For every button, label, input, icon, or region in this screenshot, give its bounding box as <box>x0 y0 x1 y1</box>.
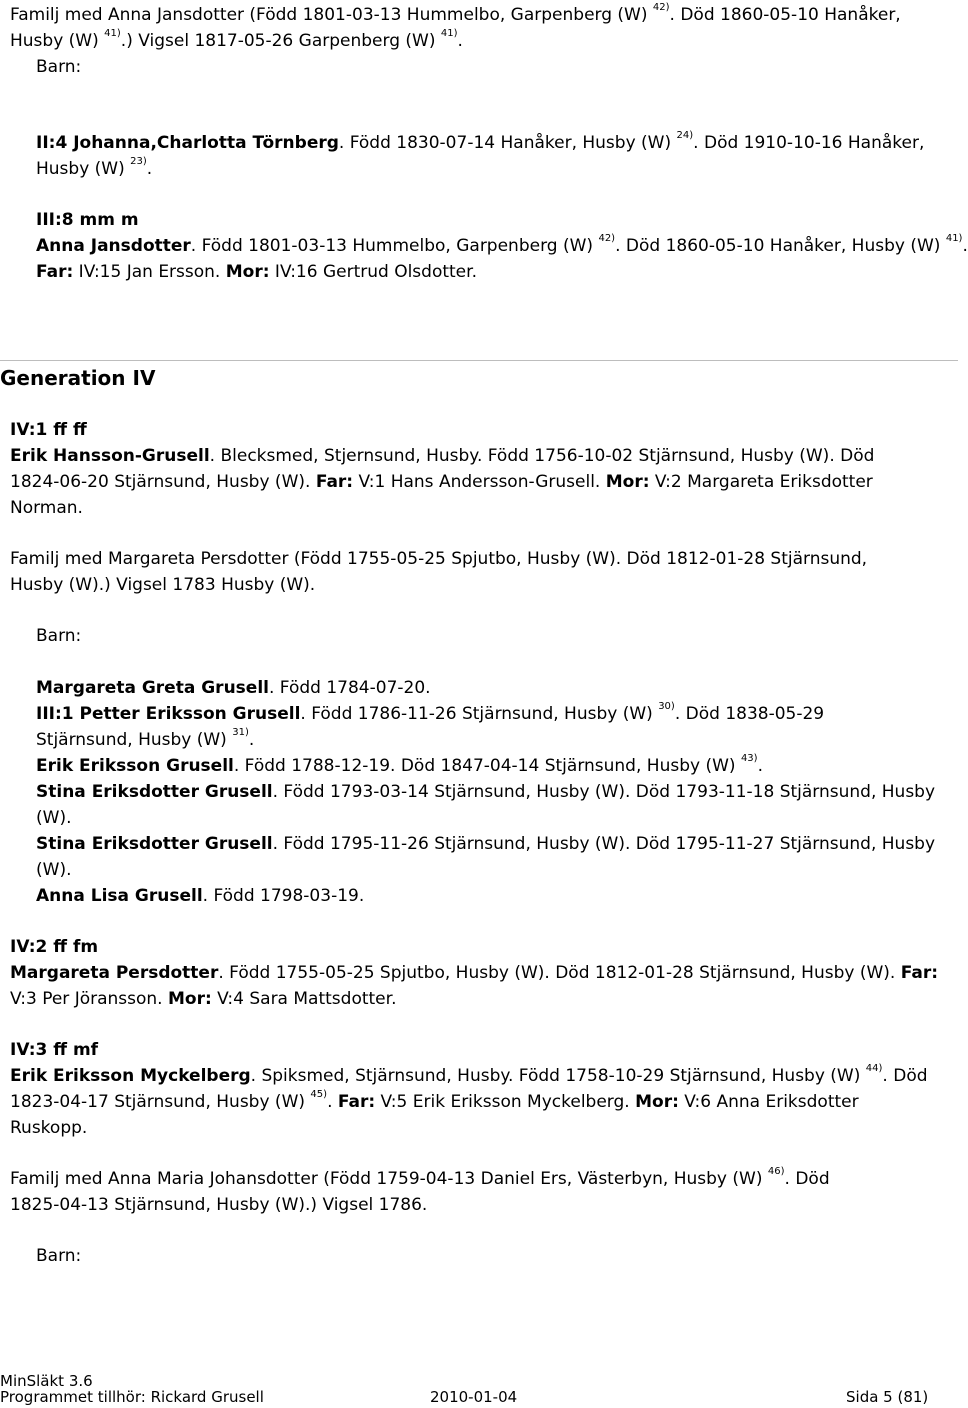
person-entry: Norman. <box>10 498 83 518</box>
footer-owner: Programmet tillhör: Rickard Grusell <box>0 1388 264 1406</box>
child-entry: Husby (W) $^{23)}$. <box>36 156 153 179</box>
person-entry: 1823-04-17 Stjärnsund, Husby (W) $^{45)}$. Far: V:5 Erik Eriksson Myckelberg. Mor: V:6 Anna Eriksdotter <box>10 1089 859 1112</box>
section-divider <box>0 360 958 361</box>
parents-line: Far: IV:15 Jan Ersson. Mor: IV:16 Gertrud Olsdotter. <box>36 262 477 282</box>
child-entry: Stjärnsund, Husby (W) $^{31)}$. <box>36 727 255 750</box>
family-line: Husby (W) $^{41)}$.) Vigsel 1817-05-26 Garpenberg (W) $^{41)}$. <box>10 28 463 51</box>
family-line: Familj med Margareta Persdotter (Född 1755-05-25 Spjutbo, Husby (W). Död 1812-01-28 Stjärnsund, <box>10 549 868 569</box>
footer-page-number: Sida 5 (81) <box>846 1388 929 1406</box>
children-label: Barn: <box>36 1246 82 1266</box>
child-entry: III:1 Petter Eriksson Grusell. Född 1786-11-26 Stjärnsund, Husby (W) $^{30)}$. Död 1838-05-29 <box>36 701 825 724</box>
child-entry: Stina Eriksdotter Grusell. Född 1793-03-14 Stjärnsund, Husby (W). Död 1793-11-18 Stjärnsund, Husby <box>36 782 936 802</box>
person-entry: Erik Eriksson Myckelberg. Spiksmed, Stjärnsund, Husby. Född 1758-10-29 Stjärnsund, Husby (W) $^{44)}$. Död <box>10 1063 928 1086</box>
person-id: III:8 mm m <box>36 210 139 230</box>
generation-heading: Generation IV <box>0 366 156 390</box>
footer-software: MinSläkt 3.6 <box>0 1372 93 1390</box>
family-line: Familj med Anna Jansdotter (Född 1801-03-13 Hummelbo, Garpenberg (W) $^{42)}$. Död 1860-05-10 Hanåker, <box>10 2 901 25</box>
family-line: 1825-04-13 Stjärnsund, Husby (W).) Vigsel 1786. <box>10 1195 428 1215</box>
person-id: IV:3 ff mf <box>10 1040 99 1060</box>
child-entry: II:4 Johanna,Charlotta Törnberg. Född 1830-07-14 Hanåker, Husby (W) $^{24)}$. Död 1910-10-16 Hanåker, <box>36 130 925 153</box>
person-id: IV:2 ff fm <box>10 937 99 957</box>
person-entry: Anna Jansdotter. Född 1801-03-13 Hummelbo, Garpenberg (W) $^{42)}$. Död 1860-05-10 Hanåker, Husby (W) $^{41)}$. <box>36 233 968 256</box>
child-entry: Margareta Greta Grusell. Född 1784-07-20. <box>36 678 431 698</box>
footer-date: 2010-01-04 <box>430 1388 518 1406</box>
child-entry: (W). <box>36 808 72 828</box>
children-label: Barn: <box>36 57 82 77</box>
child-entry: Anna Lisa Grusell. Född 1798-03-19. <box>36 886 365 906</box>
person-id: IV:1 ff ff <box>10 420 87 440</box>
person-entry: Erik Hansson-Grusell. Blecksmed, Stjernsund, Husby. Född 1756-10-02 Stjärnsund, Husby (W). Död <box>10 446 875 466</box>
child-entry: Stina Eriksdotter Grusell. Född 1795-11-26 Stjärnsund, Husby (W). Död 1795-11-27 Stjärnsund, Husby <box>36 834 936 854</box>
child-entry: Erik Eriksson Grusell. Född 1788-12-19. Död 1847-04-14 Stjärnsund, Husby (W) $^{43)}$. <box>36 753 763 776</box>
parents-line: V:3 Per Jöransson. Mor: V:4 Sara Mattsdotter. <box>10 989 397 1009</box>
person-entry: Ruskopp. <box>10 1118 88 1138</box>
person-entry: Margareta Persdotter. Född 1755-05-25 Spjutbo, Husby (W). Död 1812-01-28 Stjärnsund, Husby (W). Far: <box>10 963 939 983</box>
child-entry: (W). <box>36 860 72 880</box>
children-label: Barn: <box>36 626 82 646</box>
person-entry: 1824-06-20 Stjärnsund, Husby (W). Far: V:1 Hans Andersson-Grusell. Mor: V:2 Margareta Eriksdotter <box>10 472 873 492</box>
family-line: Husby (W).) Vigsel 1783 Husby (W). <box>10 575 316 595</box>
family-line: Familj med Anna Maria Johansdotter (Född 1759-04-13 Daniel Ers, Västerbyn, Husby (W) $^{46)}$. Död <box>10 1166 830 1189</box>
